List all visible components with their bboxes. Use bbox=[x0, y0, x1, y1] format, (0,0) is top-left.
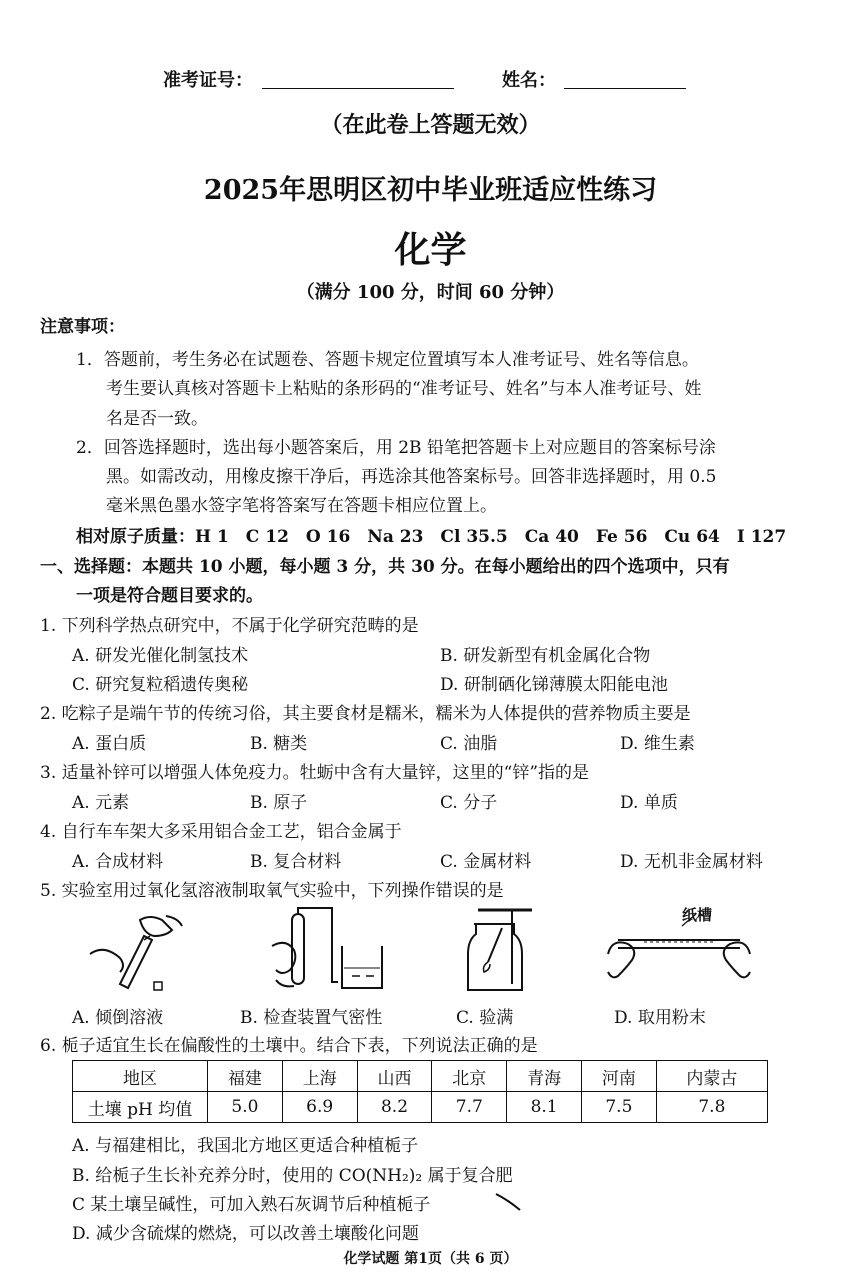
table-cell: 6.9 bbox=[282, 1092, 357, 1123]
table-cell: 山西 bbox=[357, 1061, 432, 1092]
table-cell: 北京 bbox=[432, 1061, 507, 1092]
name-blank bbox=[564, 88, 686, 89]
q3-option-b: B. 原子 bbox=[250, 793, 308, 813]
atomic-mass: 相对原子质量：H 1 C 12 O 16 Na 23 Cl 35.5 Ca 40 Fe 56 Cu 64 I 127 bbox=[76, 527, 787, 547]
q1-option-b: B. 研发新型有机金属化合物 bbox=[440, 646, 651, 666]
paper-trough-label: 纸槽 bbox=[682, 906, 713, 924]
section-heading-line2: 一项是符合题目要求的。 bbox=[76, 586, 263, 606]
q6-option-a: A. 与福建相比，我国北方地区更适合种植栀子 bbox=[72, 1136, 419, 1156]
table-cell: 8.1 bbox=[507, 1092, 582, 1123]
table-cell: 7.8 bbox=[656, 1092, 767, 1123]
pouring-liquid-figure bbox=[80, 906, 190, 996]
notice-2-line2: 黑。如需改动，用橡皮擦干净后，再选涂其他答案标号。回答非选择题时，用 0.5 bbox=[106, 467, 717, 487]
q6-option-c: C 某土壤呈碱性，可加入熟石灰调节后种植栀子 bbox=[72, 1195, 431, 1215]
exam-number-label: 准考证号： bbox=[163, 70, 253, 91]
table-cell: 内蒙古 bbox=[656, 1061, 767, 1092]
table-cell: 7.5 bbox=[581, 1092, 656, 1123]
q2-option-d: D. 维生素 bbox=[620, 734, 695, 754]
notice-2-line3: 毫米黑色墨水签字笔将答案写在答题卡相应位置上。 bbox=[106, 496, 497, 516]
full-check-figure bbox=[462, 904, 542, 998]
q6-stem: 6. 栀子适宜生长在偏酸性的土壤中。结合下表，下列说法正确的是 bbox=[40, 1036, 538, 1056]
table-cell: 7.7 bbox=[432, 1092, 507, 1123]
notice-1-line1: 1．答题前，考生务必在试题卷、答题卡规定位置填写本人准考证号、姓名等信息。 bbox=[76, 350, 699, 370]
section-heading-line1: 一、选择题：本题共 10 小题，每小题 3 分，共 30 分。在每小题给出的四个选项中，只有 bbox=[40, 557, 730, 577]
q5-option-a: A. 倾倒溶液 bbox=[72, 1008, 164, 1028]
q5-stem: 5. 实验室用过氧化氢溶液制取氧气实验中，下列操作错误的是 bbox=[40, 881, 504, 901]
q1-stem: 1. 下列科学热点研究中，不属于化学研究范畴的是 bbox=[40, 616, 419, 636]
notice-heading: 注意事项： bbox=[40, 317, 125, 337]
notice-1-line3: 名是否一致。 bbox=[106, 409, 208, 429]
q4-option-d: D. 无机非金属材料 bbox=[620, 852, 763, 872]
notice-1-line2: 考生要认真核对答题卡上粘贴的条形码的“准考证号、姓名”与本人准考证号、姓 bbox=[106, 379, 702, 399]
table-row bbox=[73, 1061, 768, 1092]
q6-option-d: D. 减少含硫煤的燃烧，可以改善土壤酸化问题 bbox=[72, 1224, 419, 1244]
q6-option-b: B. 给栀子生长补充养分时，使用的 CO(NH₂)₂ 属于复合肥 bbox=[72, 1166, 513, 1186]
table-cell: 上海 bbox=[282, 1061, 357, 1092]
table-cell: 福建 bbox=[208, 1061, 283, 1092]
airtightness-check-figure bbox=[262, 906, 402, 998]
q4-stem: 4. 自行车车架大多采用铝合金工艺，铝合金属于 bbox=[40, 822, 402, 842]
page-footer: 化学试题 第1页（共 6 页） bbox=[343, 1251, 518, 1267]
q2-option-c: C. 油脂 bbox=[440, 734, 498, 754]
table-cell: 河南 bbox=[581, 1061, 656, 1092]
pen-mark-stroke bbox=[494, 1190, 524, 1214]
q2-option-b: B. 糖类 bbox=[250, 734, 308, 754]
table-cell: 青海 bbox=[507, 1061, 582, 1092]
table-cell: 8.2 bbox=[357, 1092, 432, 1123]
exam-number-blank bbox=[262, 88, 454, 89]
notice-2-line1: 2．回答选择题时，选出每小题答案后，用 2B 铅笔把答题卡上对应题目的答案标号涂 bbox=[76, 438, 716, 458]
subject-title: 化学 bbox=[394, 229, 467, 271]
table-row bbox=[73, 1092, 768, 1123]
invalid-note: （在此卷上答题无效） bbox=[320, 112, 541, 138]
q2-option-a: A. 蛋白质 bbox=[72, 734, 147, 754]
page-title: 2025年思明区初中毕业班适应性练习 bbox=[203, 175, 658, 206]
table-cell: 土壤 pH 均值 bbox=[73, 1092, 208, 1123]
q3-option-d: D. 单质 bbox=[620, 793, 678, 813]
q5-option-d: D. 取用粉末 bbox=[614, 1008, 706, 1028]
q1-option-a: A. 研发光催化制氢技术 bbox=[72, 646, 249, 666]
table-cell: 5.0 bbox=[208, 1092, 283, 1123]
q1-option-c: C. 研究复粒稻遗传奥秘 bbox=[72, 675, 249, 695]
q5-option-b: B. 检查装置气密性 bbox=[240, 1008, 383, 1028]
q3-option-c: C. 分子 bbox=[440, 793, 498, 813]
q4-option-b: B. 复合材料 bbox=[250, 852, 342, 872]
q3-stem: 3. 适量补锌可以增强人体免疫力。牡蛎中含有大量锌，这里的“锌”指的是 bbox=[40, 763, 590, 783]
table-cell: 地区 bbox=[73, 1061, 208, 1092]
q4-option-c: C. 金属材料 bbox=[440, 852, 532, 872]
q4-option-a: A. 合成材料 bbox=[72, 852, 164, 872]
name-label: 姓名： bbox=[502, 70, 556, 91]
q2-stem: 2. 吃粽子是端午节的传统习俗，其主要食材是糯米，糯米为人体提供的营养物质主要是 bbox=[40, 704, 691, 724]
score-time: （满分 100 分，时间 60 分钟） bbox=[296, 282, 565, 303]
taking-powder-figure bbox=[604, 906, 754, 994]
soil-ph-table bbox=[72, 1060, 768, 1123]
q5-option-c: C. 验满 bbox=[456, 1008, 514, 1028]
q1-option-d: D. 研制硒化锑薄膜太阳能电池 bbox=[440, 675, 668, 695]
q3-option-a: A. 元素 bbox=[72, 793, 130, 813]
